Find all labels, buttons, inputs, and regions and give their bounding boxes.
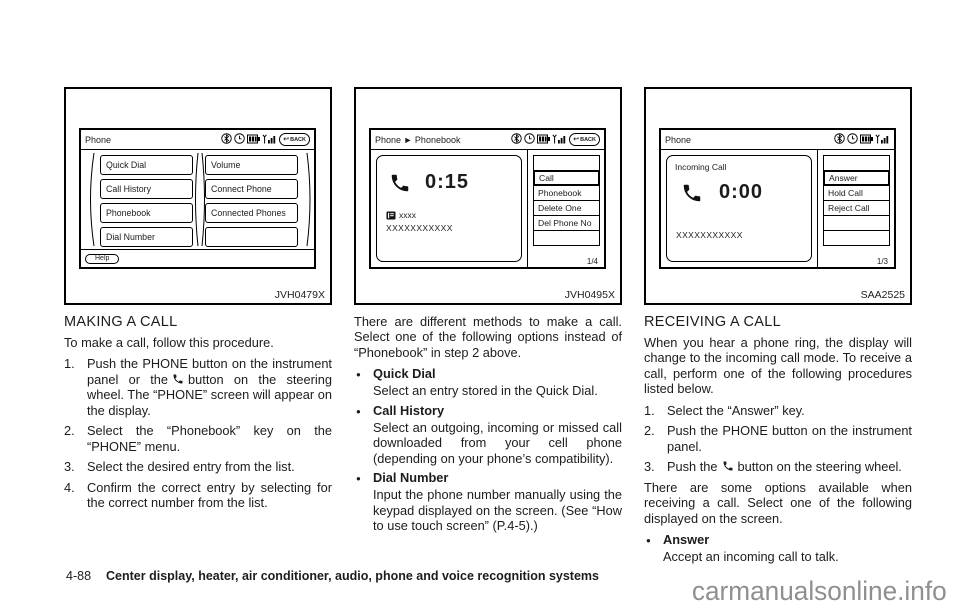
menu-cell-empty [823, 215, 890, 231]
figure-label: SAA2525 [860, 289, 905, 301]
delete-one-button: Delete One [533, 200, 600, 216]
status-icons [221, 131, 310, 149]
status-icons [511, 131, 600, 149]
column-call-methods [354, 87, 622, 569]
step-number: 1. [64, 356, 75, 372]
step-1 [644, 403, 912, 418]
right-menu-column [205, 155, 298, 247]
volume-button: Volume [205, 155, 298, 175]
battery-icon [537, 131, 550, 149]
bluetooth-icon [511, 131, 522, 149]
figure-label: JVH0495X [564, 289, 615, 301]
incoming-call-screen [659, 128, 896, 269]
call-info-panel [376, 155, 522, 262]
signal-strength-icon [875, 131, 890, 149]
bullet-title: Call History [373, 402, 445, 418]
del-phone-no-button: Del Phone No [533, 215, 600, 231]
contact-card-icon [386, 211, 396, 220]
watermark: carmanualsonline.info [692, 576, 947, 606]
connected-phones-button: Connected Phones [205, 203, 298, 223]
menu-pagination: 1/3 [876, 257, 888, 266]
step-text-post: button on the steering wheel. The “PHONE” screen will appear on the display. [87, 371, 333, 418]
screen-bottom-bar [81, 249, 314, 267]
step-text: Select the desired entry from the list. [87, 459, 295, 475]
battery-icon [247, 131, 260, 149]
phonebook-option-button: Phonebook [533, 185, 600, 201]
caller-number: XXXXXXXXXXX [676, 230, 743, 240]
bullet-quick-dial [354, 366, 622, 402]
step-text: Select the “Phonebook” key on the “PHONE” menu. [87, 423, 332, 454]
step-4 [64, 480, 332, 511]
back-button [279, 133, 310, 146]
step-text-pre: Push the [667, 459, 718, 475]
menu-cell-empty [823, 230, 890, 246]
phonebook-button: Phonebook [100, 203, 193, 223]
bullet-content [373, 403, 622, 470]
signal-strength-icon [262, 131, 277, 149]
step-number: 4. [64, 479, 75, 495]
section-intro: When you hear a phone ring, the display will change to the incoming call mode. To receive a call, perform one of the following procedures listed below. [644, 335, 912, 397]
step-number: 2. [644, 423, 655, 439]
screen-titlebar [661, 130, 894, 150]
bluetooth-icon [834, 131, 845, 149]
caller-number: XXXXXXXXXXX [386, 223, 453, 233]
bullet-body: Input the phone number manually using the keypad displayed on the screen. (See “How to use touch screen” (P.4-5).) [373, 487, 622, 534]
call-options-menu [527, 150, 604, 267]
call-options-menu [817, 150, 894, 267]
step-text [667, 459, 912, 474]
clock-icon [524, 131, 535, 149]
call-info-panel [666, 155, 812, 262]
back-label: BACK [290, 136, 306, 143]
bullet-call-history [354, 403, 622, 470]
step-text-pre: Push the PHONE button on the instrument panel or the [87, 356, 332, 387]
step-text: Push the PHONE button on the instrument panel. [667, 423, 912, 454]
back-button [569, 133, 600, 146]
answer-button: Answer [823, 170, 890, 186]
call-history-button: Call History [100, 179, 193, 199]
reject-call-button: Reject Call [823, 200, 890, 216]
phone-handset-icon [681, 182, 703, 204]
step-1 [64, 356, 332, 418]
bullet-content [373, 366, 622, 402]
options-intro: There are some options available when receiving a call. Select one of the following displayed on the screen. [644, 479, 912, 526]
clock-icon [234, 131, 245, 149]
phone-handset-icon [722, 460, 734, 472]
bullet-body: Accept an incoming call to talk. [663, 549, 839, 565]
back-arrow-icon: ↩ [283, 136, 290, 143]
menu-cell-empty [823, 155, 890, 171]
call-timer: 0:15 [425, 171, 470, 193]
column-receiving-a-call [644, 87, 912, 569]
dial-number-button: Dial Number [100, 227, 193, 247]
caller-name: xxxx [399, 210, 416, 220]
back-arrow-icon: ↩ [573, 136, 580, 143]
figure-phonebook-call [354, 87, 622, 305]
phonebook-call-screen [369, 128, 606, 269]
making-a-call-section [64, 314, 332, 511]
menu-cell-empty [533, 155, 600, 171]
call-timer: 0:00 [719, 181, 764, 203]
bullet-title: Quick Dial [373, 366, 436, 382]
figure-label: JVH0479X [274, 289, 325, 301]
section-intro: To make a call, follow this procedure. [64, 335, 274, 350]
bullet-content [373, 470, 622, 537]
help-button: Help [85, 254, 119, 264]
empty-button [205, 227, 298, 247]
call-option-button: Call [533, 170, 600, 186]
bullet-content [663, 532, 912, 568]
methods-intro: There are different methods to make a call. Select one of the following options instead of “Phonebook” in step 2 above. [354, 314, 622, 360]
step-number: 2. [64, 423, 75, 439]
call-methods-section [354, 314, 622, 538]
back-label: BACK [580, 136, 596, 143]
step-text: Select the “Answer” key. [667, 402, 805, 418]
bullet-icon: ● [356, 474, 361, 484]
contact-row [386, 210, 416, 220]
step-3 [64, 459, 332, 474]
step-2 [64, 423, 332, 454]
screen-titlebar [371, 130, 604, 150]
bullet-icon: ● [356, 370, 361, 380]
bullet-icon: ● [356, 406, 361, 416]
page-footer [66, 569, 599, 583]
section-heading: MAKING A CALL [64, 314, 178, 330]
bullet-icon: ● [646, 536, 651, 546]
page-number: 4-88 [66, 569, 92, 583]
connect-phone-button: Connect Phone [205, 179, 298, 199]
bullet-dial-number [354, 470, 622, 537]
clock-icon [847, 131, 858, 149]
phone-handset-icon [389, 172, 411, 194]
breadcrumb: Phone ► Phonebook [375, 134, 461, 145]
step-2 [644, 423, 912, 454]
step-number: 3. [64, 459, 75, 475]
signal-strength-icon [552, 131, 567, 149]
section-heading: RECEIVING A CALL [644, 314, 781, 330]
hold-call-button: Hold Call [823, 185, 890, 201]
menu-pagination: 1/4 [586, 257, 598, 266]
step-3 [644, 459, 912, 474]
screen-title: Phone [85, 134, 112, 145]
screen-title: Phone [665, 134, 692, 145]
call-screen-body [371, 150, 604, 267]
quick-dial-button: Quick Dial [100, 155, 193, 175]
figure-phone-menu [64, 87, 332, 305]
phone-menu-body [81, 150, 314, 249]
bullet-title: Dial Number [373, 470, 449, 486]
step-number: 1. [644, 402, 655, 418]
receiving-a-call-section [644, 314, 912, 569]
footer-section-title: Center display, heater, air conditioner, audio, phone and voice recognition systems [106, 569, 599, 583]
call-screen-body [661, 150, 894, 267]
step-text: Confirm the correct entry by selecting for the correct number from the list. [87, 479, 332, 511]
column-making-a-call [64, 87, 332, 569]
phone-menu-screen [79, 128, 316, 269]
bullet-body: Select an entry stored in the Quick Dial. [373, 383, 598, 399]
step-number: 3. [644, 459, 655, 475]
bullet-body: Select an outgoing, incoming or missed call downloaded from your cell phone (depending on your phone’s compatibility). [373, 419, 622, 466]
step-text-post: button on the steering wheel. [737, 459, 902, 475]
content-columns [64, 87, 912, 569]
battery-icon [860, 131, 873, 149]
left-menu-column [100, 155, 193, 247]
screen-titlebar [81, 130, 314, 150]
bullet-answer [644, 532, 912, 568]
bullet-title: Answer [663, 532, 710, 548]
status-icons [834, 131, 890, 149]
bluetooth-icon [221, 131, 232, 149]
phone-handset-icon [172, 373, 184, 385]
menu-cell-empty [533, 230, 600, 246]
incoming-call-label: Incoming Call [675, 162, 727, 172]
step-text [87, 356, 332, 418]
figure-incoming-call [644, 87, 912, 305]
